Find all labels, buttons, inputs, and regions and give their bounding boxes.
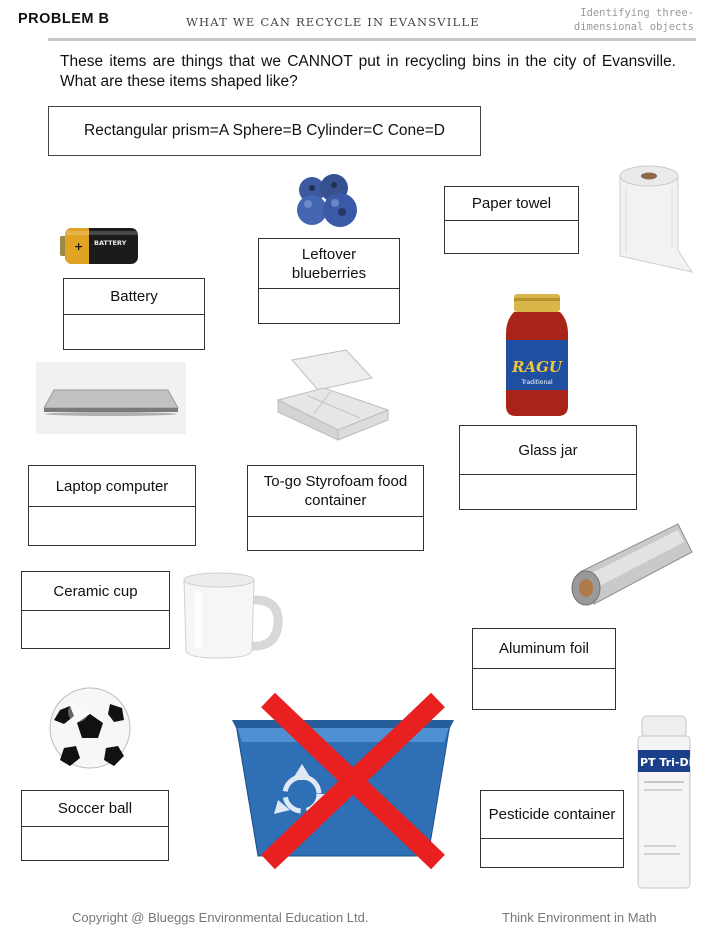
can-text: PT Tri-Die — [640, 756, 700, 769]
jar-sub: Traditional — [521, 379, 553, 386]
styrofoam-image — [268, 348, 394, 444]
answer-field-laptop[interactable] — [29, 507, 195, 545]
answer-field-glass-jar[interactable] — [460, 475, 636, 509]
battery-text: BATTERY — [94, 239, 127, 247]
item-label-laptop: Laptop computer — [29, 466, 195, 507]
item-label-pesticide: Pesticide container — [481, 791, 623, 839]
copyright-text: Copyright @ Blueggs Environmental Education Ltd. — [72, 910, 369, 925]
question-box-battery — [63, 278, 205, 350]
glass-jar-image — [502, 294, 572, 418]
svg-text:+: + — [74, 240, 84, 253]
question-box-styrofoam — [247, 465, 424, 551]
soccer-ball-image — [48, 686, 132, 770]
answer-field-paper-towel[interactable] — [445, 221, 578, 253]
item-label-battery: Battery — [64, 279, 204, 315]
recycling-bin-image — [232, 690, 454, 866]
laptop-image — [36, 362, 186, 434]
worksheet-title: WHAT WE CAN RECYCLE IN EVANSVILLE — [186, 15, 480, 29]
problem-label: PROBLEM B — [18, 11, 110, 27]
pesticide-can-image — [636, 716, 700, 892]
answer-field-pesticide[interactable] — [481, 839, 623, 867]
blueberries-image — [290, 170, 366, 230]
answer-field-ceramic-cup[interactable] — [22, 611, 169, 648]
question-box-paper-towel — [444, 186, 579, 254]
header-divider — [48, 38, 696, 41]
question-box-laptop — [28, 465, 196, 546]
answer-field-blueberries[interactable] — [259, 289, 399, 323]
battery-image — [60, 224, 140, 270]
topic-line-1: Identifying three- — [580, 7, 694, 19]
question-box-blueberries — [258, 238, 400, 324]
paper-towel-image — [612, 158, 696, 274]
item-label-aluminum-foil: Aluminum foil — [473, 629, 615, 669]
question-box-pesticide — [480, 790, 624, 868]
item-label-glass-jar: Glass jar — [460, 426, 636, 475]
topic-line-2: dimensional objects — [573, 21, 694, 33]
aluminum-foil-image — [566, 518, 694, 612]
item-label-styrofoam: To-go Styrofoam food container — [248, 466, 423, 517]
question-box-ceramic-cup — [21, 571, 170, 649]
answer-field-aluminum-foil[interactable] — [473, 669, 615, 709]
question-box-aluminum-foil — [472, 628, 616, 710]
answer-field-battery[interactable] — [64, 315, 204, 349]
ceramic-cup-image — [180, 570, 284, 662]
item-label-paper-towel: Paper towel — [445, 187, 578, 221]
question-box-glass-jar — [459, 425, 637, 510]
footer-tagline: Think Environment in Math — [502, 910, 657, 925]
answer-key-text: Rectangular prism=A Sphere=B Cylinder=C Cone=D — [84, 122, 445, 139]
answer-field-soccer-ball[interactable] — [22, 827, 168, 860]
item-label-blueberries: Leftover blueberries — [259, 239, 399, 289]
topic-label — [560, 6, 694, 34]
item-label-ceramic-cup: Ceramic cup — [22, 572, 169, 611]
answer-key-box — [48, 106, 481, 156]
jar-brand: RAGU — [512, 358, 562, 376]
question-box-soccer-ball — [21, 790, 169, 861]
answer-field-styrofoam[interactable] — [248, 517, 423, 550]
item-label-soccer-ball: Soccer ball — [22, 791, 168, 827]
instructions: These items are things that we CANNOT put in recycling bins in the city of Evansville. What are these items shaped like? — [60, 53, 676, 90]
